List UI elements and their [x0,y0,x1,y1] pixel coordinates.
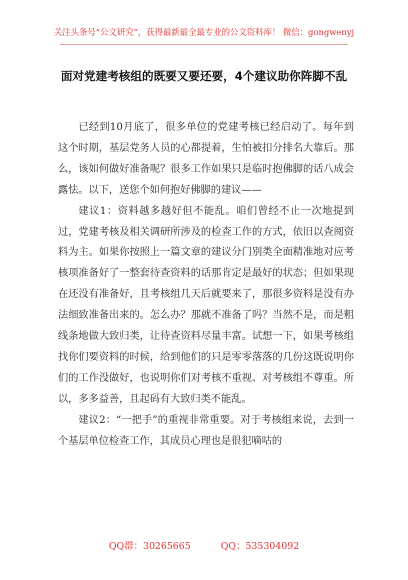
header-divider [60,44,348,45]
document-body [58,118,354,453]
document-title: 面对党建考核组的既要又要还要，4个建议助你阵脚不乱 [60,69,348,83]
footer-contact [0,538,408,552]
header-banner: 关注头条号“公文研究”，获得最新最全最专业的公文资料库！ 微信：gongwenyj [53,27,355,37]
paragraph-intro: 已经到10月底了，很多单位的党建考核已经启动了。每年到这个时期，基层党务人员的心都提着，生怕被扣分排名大靠后。那么，该如何做好准备呢？很多工作如果只是临时抱佛脚的话八成会露怯。以下，送您个如何抱好佛脚的建议—— [58,122,354,196]
footer-qq: QQ：535304092 [220,541,300,552]
paragraph-suggestion-2: 建议2：“一把手”的重视非常重要。对于考核组来说，去到一个基层单位检查工作，其成员心理也是很犯嘀咕的 [58,414,354,447]
footer-qq-group: QQ群：30265665 [108,541,191,552]
paragraph-suggestion-1: 建议1：资料越多越好但不能乱。咱们曾经不止一次地提到过，党建考核及相关调研所涉及的检查工作的方式，依旧以查阅资料为主。如果你按照上一篇文章的建议分门别类全面精准地对应考核项准备好了一整套待查资料的话那肯定是最好的状态；但如果现在还没有准备好，且考核组几天后就要来了，那很多资料是没有办法细致准备出来的。怎么办？那就不准备了吗？当然不是，而是粗线条地做大致归类，让待查资料尽量丰富。试想一下，如果考核组找你们要资料的时候，给到他们的只是零零落落的几份这既说明你们的工作没做好，也说明你们对考核不重视、对考核组不尊重。所以，多多益善，且起码有大致归类不能乱。 [58,205,354,405]
